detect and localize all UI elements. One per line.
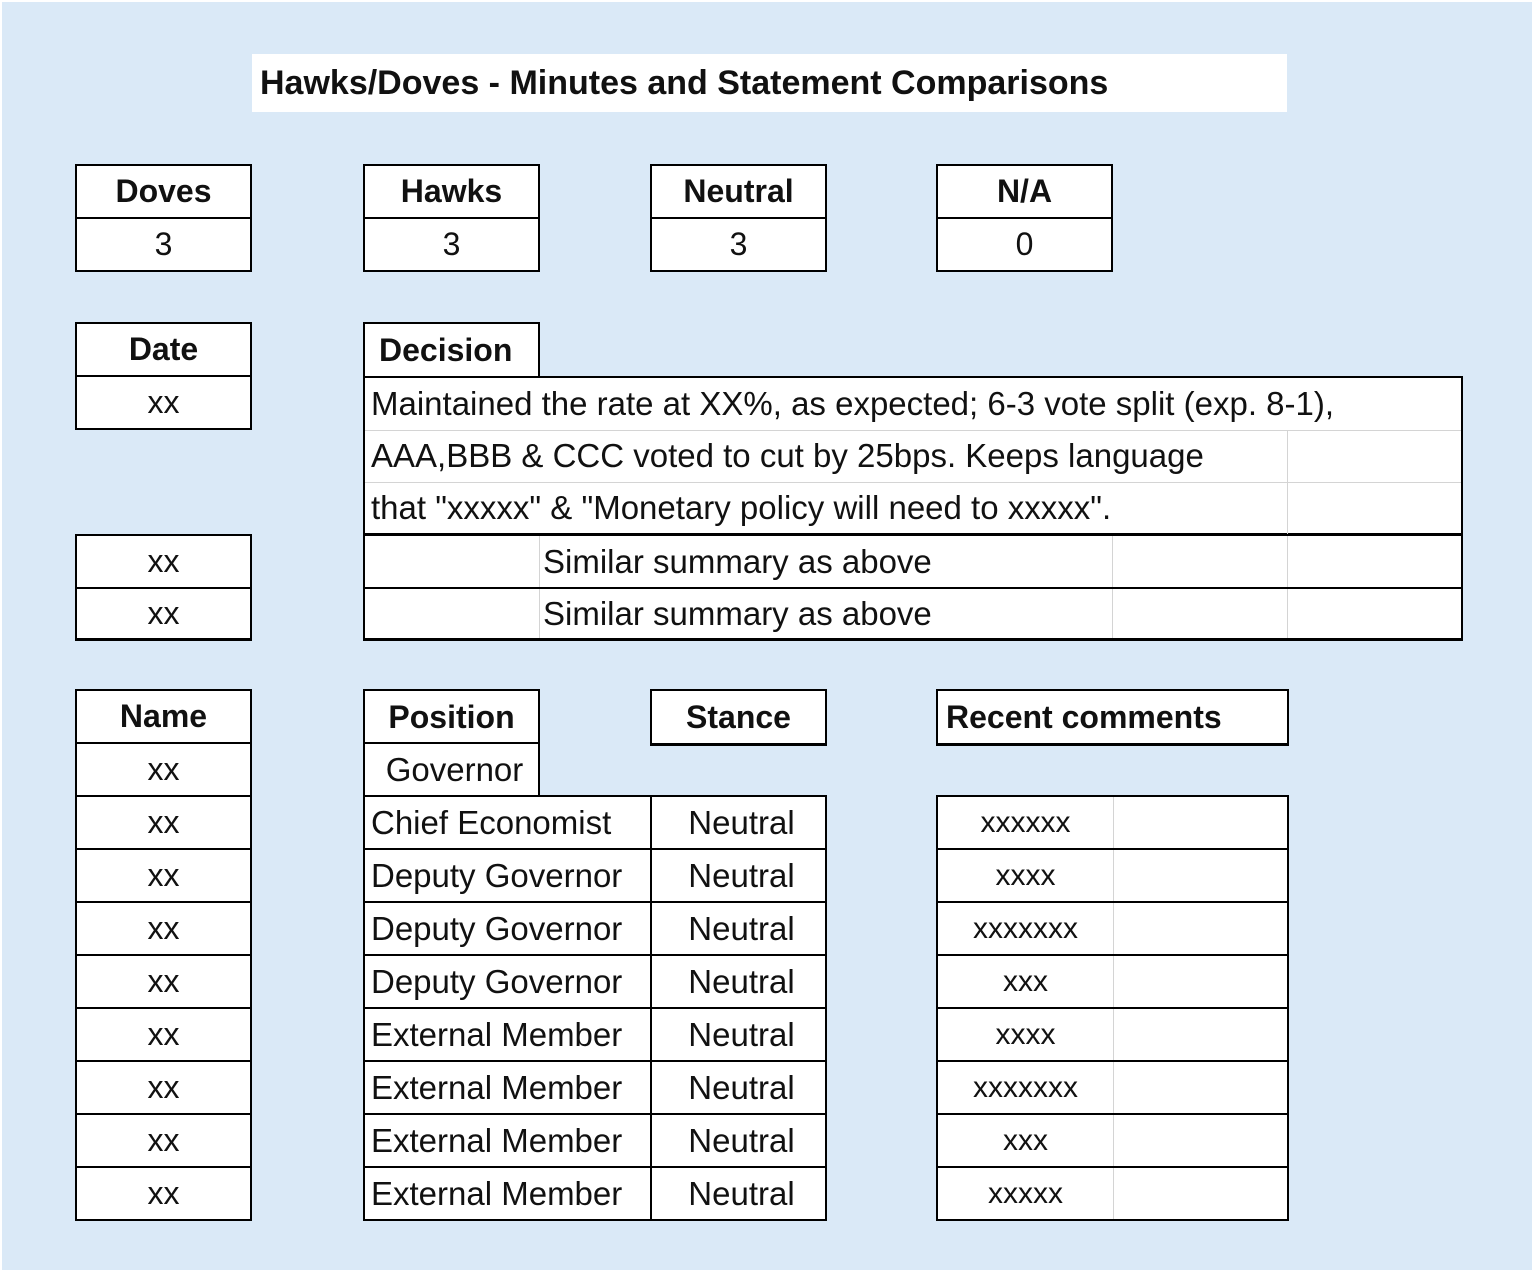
position-cell[interactable]: Chief Economist	[363, 795, 652, 850]
position-cell[interactable]: External Member	[363, 1166, 652, 1221]
decision-line: Maintained the rate at XX%, as expected; 6-3 vote split (exp. 8-1),	[371, 385, 1335, 422]
hawks-header[interactable]: Hawks	[363, 164, 540, 219]
name-cell[interactable]: xx	[75, 1060, 252, 1115]
stance-cell[interactable]: Neutral	[650, 1007, 827, 1062]
gridline	[1287, 589, 1288, 638]
date-cell[interactable]: xx	[75, 375, 252, 430]
comment-cell[interactable]	[936, 954, 1289, 1009]
comment-cell[interactable]	[936, 901, 1289, 956]
name-header[interactable]: Name	[75, 689, 252, 744]
position-cell[interactable]: Deputy Governor	[363, 954, 652, 1009]
summary-row[interactable]	[363, 534, 1463, 589]
neutral-header[interactable]: Neutral	[650, 164, 827, 219]
decision-text-block[interactable]	[363, 376, 1463, 535]
decision-line: that "xxxxx" & "Monetary policy will need to xxxxx".	[371, 489, 1112, 526]
position-header[interactable]: Position	[363, 689, 540, 746]
gridline	[539, 536, 540, 587]
page-title: Hawks/Doves - Minutes and Statement Comparisons	[252, 54, 1287, 112]
spreadsheet-sheet	[2, 2, 1532, 1270]
name-cell[interactable]: xx	[75, 954, 252, 1009]
date-cell[interactable]: xx	[75, 534, 252, 589]
name-cell[interactable]: xx	[75, 742, 252, 797]
summary-row[interactable]	[363, 587, 1463, 641]
position-cell[interactable]: Governor	[363, 742, 540, 797]
recent-comments-header[interactable]: Recent comments	[936, 689, 1289, 746]
comment-text: xxx	[938, 1115, 1114, 1166]
position-cell[interactable]: External Member	[363, 1113, 652, 1168]
comment-cell[interactable]	[936, 1060, 1289, 1115]
stance-cell[interactable]: Neutral	[650, 954, 827, 1009]
name-cell[interactable]: xx	[75, 795, 252, 850]
name-cell[interactable]: xx	[75, 848, 252, 903]
stance-cell[interactable]: Neutral	[650, 1060, 827, 1115]
comment-cell[interactable]	[936, 848, 1289, 903]
stance-cell[interactable]: Neutral	[650, 901, 827, 956]
comment-text: xxxxxxx	[938, 903, 1114, 954]
hawks-count[interactable]: 3	[363, 217, 540, 272]
summary-text: Similar summary as above	[543, 594, 932, 632]
name-cell[interactable]: xx	[75, 901, 252, 956]
position-cell[interactable]: Deputy Governor	[363, 901, 652, 956]
stance-cell[interactable]: Neutral	[650, 1166, 827, 1221]
stance-header[interactable]: Stance	[650, 689, 827, 746]
stance-cell[interactable]: Neutral	[650, 848, 827, 903]
comment-text: xxxxxxx	[938, 1062, 1114, 1113]
comment-cell[interactable]	[936, 1007, 1289, 1062]
comment-text: xxxx	[938, 1009, 1114, 1060]
comment-cell[interactable]	[936, 1113, 1289, 1168]
position-cell[interactable]: External Member	[363, 1060, 652, 1115]
gridline	[539, 589, 540, 638]
summary-text: Similar summary as above	[543, 542, 932, 580]
position-cell[interactable]: External Member	[363, 1007, 652, 1062]
stance-cell[interactable]: Neutral	[650, 1113, 827, 1168]
comment-text: xxxxxx	[938, 797, 1114, 848]
position-cell[interactable]: Deputy Governor	[363, 848, 652, 903]
na-count[interactable]: 0	[936, 217, 1113, 272]
comment-text: xxx	[938, 956, 1114, 1007]
gridline	[1287, 536, 1288, 587]
comment-text: xxxx	[938, 850, 1114, 901]
date-header[interactable]: Date	[75, 322, 252, 377]
gridline	[1112, 536, 1113, 587]
date-cell[interactable]: xx	[75, 587, 252, 641]
name-cell[interactable]: xx	[75, 1007, 252, 1062]
decision-header[interactable]: Decision	[363, 322, 540, 379]
comment-cell[interactable]	[936, 1166, 1289, 1221]
comment-text: xxxxx	[938, 1168, 1114, 1219]
gridline	[1112, 589, 1113, 638]
comment-cell[interactable]	[936, 795, 1289, 850]
doves-header[interactable]: Doves	[75, 164, 252, 219]
name-cell[interactable]: xx	[75, 1113, 252, 1168]
decision-line: AAA,BBB & CCC voted to cut by 25bps. Keeps language	[371, 437, 1204, 474]
name-cell[interactable]: xx	[75, 1166, 252, 1221]
stance-cell[interactable]: Neutral	[650, 795, 827, 850]
na-header[interactable]: N/A	[936, 164, 1113, 219]
neutral-count[interactable]: 3	[650, 217, 827, 272]
doves-count[interactable]: 3	[75, 217, 252, 272]
